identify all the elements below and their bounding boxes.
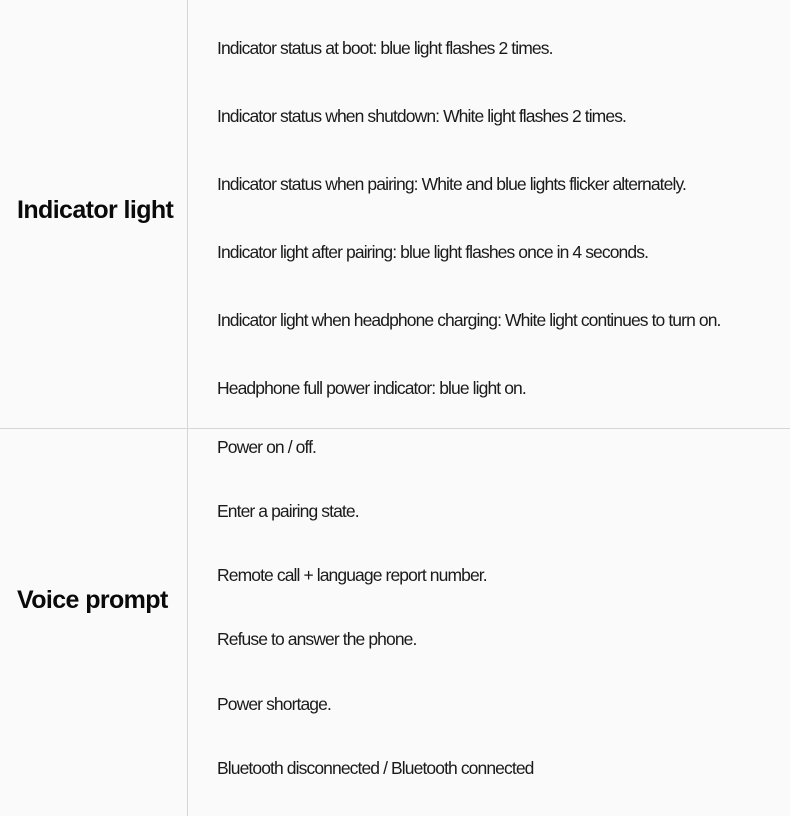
row-divider xyxy=(0,428,790,429)
section-label-cell xyxy=(0,0,187,428)
list-item: Refuse to answer the phone. xyxy=(217,629,417,649)
column-divider xyxy=(187,0,188,816)
voice-prompt-section xyxy=(0,429,790,816)
list-item: Enter a pairing state. xyxy=(217,501,359,521)
list-item: Indicator status when shutdown: White light flashes 2 times. xyxy=(217,106,627,126)
list-item: Indicator light when headphone charging: White light continues to turn on. xyxy=(217,310,721,330)
list-item: Indicator status at boot: blue light flashes 2 times. xyxy=(217,38,553,58)
list-item: Indicator light after pairing: blue light flashes once in 4 seconds. xyxy=(217,242,649,262)
section-label-cell xyxy=(0,429,187,816)
list-item: Remote call + language report number. xyxy=(217,565,487,585)
list-item: Power shortage. xyxy=(217,694,331,714)
list-item: Headphone full power indicator: blue light on. xyxy=(217,378,526,398)
section-label: Voice prompt xyxy=(17,586,168,614)
list-item: Power on / off. xyxy=(217,437,317,457)
list-item: Indicator status when pairing: White and blue lights flicker alternately. xyxy=(217,174,686,194)
section-label: Indicator light xyxy=(17,196,174,224)
list-item: Bluetooth disconnected / Bluetooth connected xyxy=(217,758,534,778)
